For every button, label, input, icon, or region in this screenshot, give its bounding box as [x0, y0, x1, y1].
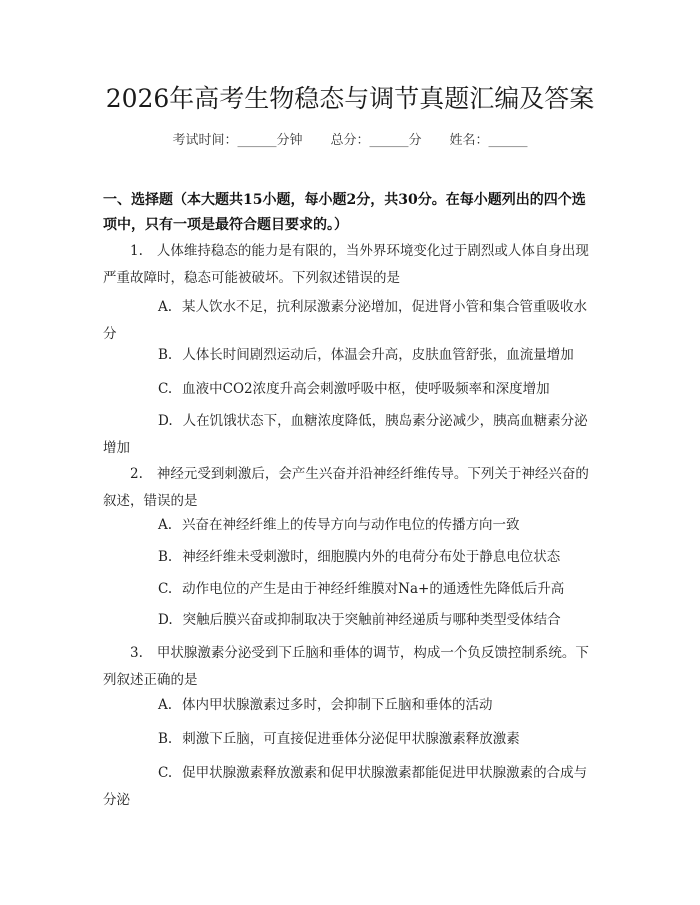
- option-text: 人体长时间剧烈运动后，体温会升高，皮肤血管舒张，血流量增加: [182, 347, 574, 363]
- question-3-number: 3.: [130, 645, 143, 661]
- option-letter: D.: [158, 413, 173, 429]
- option-text: 刺激下丘脑，可直接促进垂体分泌促甲状腺激素释放激素: [182, 731, 520, 747]
- question-2-text: 神经元受到刺激后，会产生兴奋并沿神经纤维传导。下列关于神经兴奋的叙述，错误的是: [103, 466, 589, 509]
- question-2-option-d: [103, 607, 598, 634]
- question-3-option-c: [103, 760, 598, 814]
- question-2-option-a: [103, 512, 598, 539]
- option-text: 促甲状腺激素释放激素和促甲状腺激素都能促进甲状腺激素的合成与分泌: [103, 765, 588, 808]
- question-1-option-c: [103, 376, 598, 403]
- option-letter: A.: [158, 299, 173, 315]
- option-text: 兴奋在神经纤维上的传导方向与动作电位的传播方向一致: [182, 517, 520, 533]
- exam-time-field: 考试时间：______分钟: [172, 133, 303, 148]
- question-2-number: 2.: [130, 466, 143, 482]
- option-letter: C.: [158, 581, 173, 597]
- document-title: 2026年高考生物稳态与调节真题汇编及答案: [105, 84, 595, 113]
- question-1-option-b: [103, 342, 598, 369]
- option-text: 人在饥饿状态下，血糖浓度降低，胰岛素分泌减少，胰高血糖素分泌增加: [103, 413, 588, 456]
- option-letter: B.: [158, 549, 173, 565]
- question-1-text: 人体维持稳态的能力是有限的，当外界环境变化过于剧烈或人体自身出现严重故障时，稳态可能被破坏。下列叙述错误的是: [103, 243, 589, 286]
- option-letter: D.: [158, 612, 173, 628]
- question-2-stem: [103, 461, 598, 515]
- option-letter: B.: [158, 731, 173, 747]
- question-3-text: 甲状腺激素分泌受到下丘脑和垂体的调节，构成一个负反馈控制系统。下列叙述正确的是: [103, 645, 589, 688]
- student-name-field: 姓名：______: [449, 133, 528, 148]
- question-3-option-b: [103, 726, 598, 753]
- option-letter: C.: [158, 381, 173, 397]
- section-heading: 一、选择题（本大题共15小题，每小题2分，共30分。在每小题列出的四个选项中，只有一项是最符合题目要求的。）: [103, 192, 586, 233]
- question-2-option-c: [103, 576, 598, 603]
- option-text: 某人饮水不足，抗利尿激素分泌增加，促进肾小管和集合管重吸收水分: [103, 299, 588, 342]
- option-text: 体内甲状腺激素过多时，会抑制下丘脑和垂体的活动: [182, 697, 493, 713]
- option-letter: C.: [158, 765, 173, 781]
- exam-meta-line: [0, 131, 700, 151]
- option-letter: A.: [158, 697, 173, 713]
- option-text: 动作电位的产生是由于神经纤维膜对Na+的通透性先降低后升高: [182, 581, 565, 597]
- question-2-option-b: [103, 544, 598, 571]
- question-1-option-a: [103, 294, 598, 348]
- question-1-number: 1.: [130, 243, 143, 259]
- option-text: 突触后膜兴奋或抑制取决于突触前神经递质与哪种类型受体结合: [182, 612, 561, 628]
- total-score-field: 总分：______分: [330, 133, 422, 148]
- question-1-option-d: [103, 408, 598, 462]
- question-3-option-a: [103, 692, 598, 719]
- option-letter: B.: [158, 347, 173, 363]
- question-1-stem: [103, 238, 598, 292]
- option-text: 神经纤维未受刺激时，细胞膜内外的电荷分布处于静息电位状态: [182, 549, 561, 565]
- option-letter: A.: [158, 517, 173, 533]
- option-text: 血液中CO2浓度升高会刺激呼吸中枢，使呼吸频率和深度增加: [182, 381, 550, 397]
- question-3-stem: [103, 640, 598, 694]
